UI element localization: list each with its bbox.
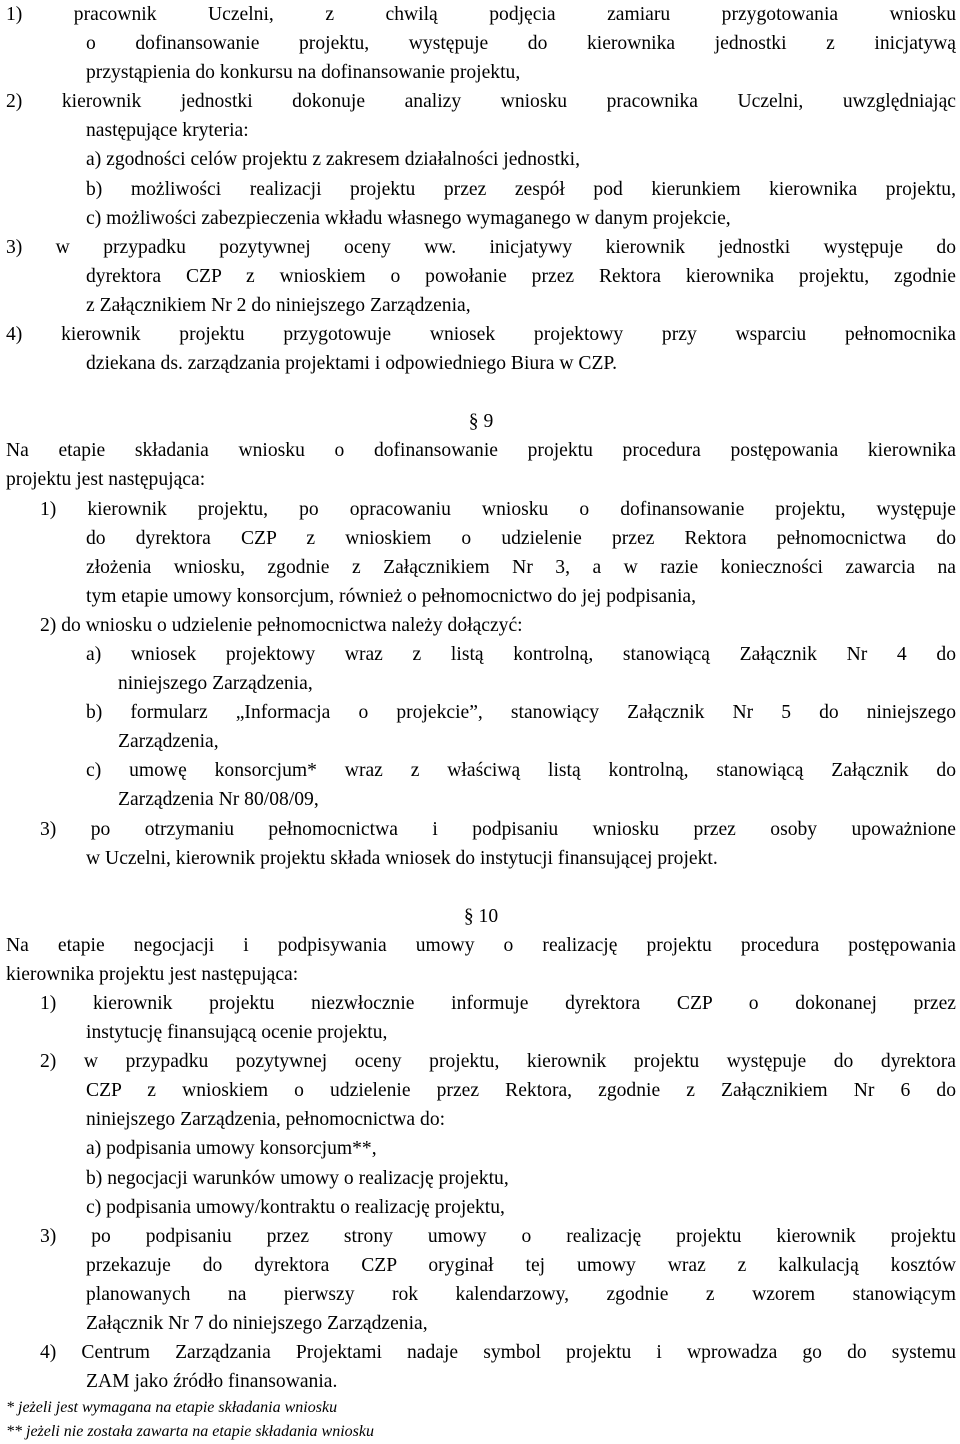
sub-item-c: c) umowę konsorcjum* wraz z właściwą listą kontrolną, stanowiącą Załącznik do: [86, 760, 956, 782]
section-10-title: § 10: [463, 905, 499, 927]
text-line: CZP z wnioskiem o udzielenie przez Rektora, zgodnie z Załącznikiem Nr 6 do: [86, 1080, 956, 1102]
text-line: 2) kierownik jednostki dokonuje analizy wniosku pracownika Uczelni, uwzględniając: [6, 91, 956, 113]
text-line: planowanych na pierwszy rok kalendarzowy, zgodnie z wzorem stanowiącym: [86, 1283, 956, 1305]
list-item-1: [6, 989, 956, 1047]
text-line: 3) po podpisaniu przez strony umowy o realizację projektu kierownik projektu: [40, 1225, 956, 1247]
footnote-1: * jeżeli jest wymagana na etapie składania wniosku: [6, 1399, 338, 1417]
section-9: [6, 407, 956, 873]
text-line: tym etapie umowy konsorcjum, również o pełnomocnictwo do jej podpisania,: [86, 585, 696, 607]
text-line: o dofinansowanie projektu, występuje do kierownika jednostki z inicjatywą: [86, 33, 956, 55]
list-item-3: [6, 233, 956, 320]
powers-sublist: [6, 1134, 956, 1221]
text-line: niniejszego Zarządzenia, pełnomocnictwa do:: [86, 1109, 446, 1131]
intro-line: projektu jest następująca:: [6, 469, 206, 491]
sub-item-b: b) negocjacji warunków umowy o realizację projektu,: [86, 1167, 509, 1189]
list-item-2: [6, 611, 956, 640]
footnotes: [6, 1396, 956, 1444]
text-line: 1) kierownik projektu, po opracowaniu wniosku o dofinansowanie projektu, występuje: [40, 498, 956, 520]
text-line: 3) po otrzymaniu pełnomocnictwa i podpisaniu wniosku przez osoby upoważnione: [40, 818, 956, 840]
list-item-2: [6, 87, 956, 145]
text-line: przekazuje do dyrektora CZP oryginał tej umowy wraz z kalkulacją kosztów: [86, 1254, 956, 1276]
text-line: z Załącznikiem Nr 2 do niniejszego Zarządzenia,: [86, 294, 471, 316]
sub-item-c-cont: Zarządzenia Nr 80/08/09,: [118, 789, 319, 811]
list-item-1: [6, 0, 956, 87]
sub-item-b: b) możliwości realizacji projektu przez zespół pod kierunkiem kierownika projektu,: [86, 178, 956, 200]
text-line: następujące kryteria:: [86, 120, 249, 142]
section-8-list: [6, 0, 956, 378]
footnote-2: ** jeżeli nie została zawarta na etapie składania wniosku: [6, 1423, 374, 1441]
text-line: w Uczelni, kierownik projektu składa wniosek do instytucji finansującej projekt.: [86, 847, 718, 869]
spacer: [6, 873, 956, 902]
list-item-4: [6, 320, 956, 378]
intro-line: Na etapie składania wniosku o dofinansowanie projektu procedura postępowania kierownika: [6, 440, 956, 462]
spacer: [6, 378, 956, 407]
text-line: złożenia wniosku, zgodnie z Załącznikiem Nr 3, a w razie konieczności zawarcia na: [86, 556, 956, 578]
section-9-title: § 9: [468, 411, 494, 433]
intro-line: kierownika projektu jest następująca:: [6, 963, 299, 985]
text-line: dziekana ds. zarządzania projektami i odpowiedniego Biura w CZP.: [86, 353, 618, 375]
text-line: dyrektora CZP z wnioskiem o powołanie przez Rektora kierownika projektu, zgodnie: [86, 265, 956, 287]
text-line: 1) kierownik projektu niezwłocznie informuje dyrektora CZP o dokonanej przez: [40, 993, 956, 1014]
sub-item-c: c) podpisania umowy/kontraktu o realizację projektu,: [86, 1196, 505, 1218]
sub-item-a: a) wniosek projektowy wraz z listą kontrolną, stanowiącą Załącznik Nr 4 do: [86, 643, 956, 665]
list-item-3: [6, 1222, 956, 1338]
sub-item-a: a) zgodności celów projektu z zakresem działalności jednostki,: [86, 149, 581, 171]
text-line: do dyrektora CZP z wnioskiem o udzielenie przez Rektora pełnomocnictwa do: [86, 527, 956, 549]
section-10: [6, 902, 956, 1397]
list-item-1: [6, 495, 956, 611]
text-line: 1) pracownik Uczelni, z chwilą podjęcia zamiaru przygotowania wniosku: [6, 4, 956, 25]
text-line: Załącznik Nr 7 do niniejszego Zarządzenia,: [86, 1313, 428, 1335]
list-item-4: [6, 1338, 956, 1396]
intro-line: Na etapie negocjacji i podpisywania umowy o realizację projektu procedura postępowania: [6, 934, 956, 956]
sub-item-b-cont: Zarządzenia,: [118, 731, 219, 753]
text-line: 2) do wniosku o udzielenie pełnomocnictwa należy dołączyć:: [40, 614, 523, 636]
text-line: 2) w przypadku pozytywnej oceny projektu, kierownik projektu występuje do dyrektora: [40, 1051, 956, 1073]
text-line: 4) kierownik projektu przygotowuje wniosek projektowy przy wsparciu pełnomocnika: [6, 324, 956, 346]
text-line: przystąpienia do konkursu na dofinansowanie projektu,: [86, 62, 521, 84]
attachments-sublist: [6, 640, 956, 815]
text-line: 4) Centrum Zarządzania Projektami nadaje symbol projektu i wprowadza go do systemu: [40, 1342, 956, 1364]
criteria-sublist: [6, 145, 956, 232]
list-item-3: [6, 815, 956, 873]
sub-item-c: c) możliwości zabezpieczenia wkładu własnego wymaganego w danym projekcie,: [86, 207, 731, 229]
sub-item-b: b) formularz „Informacja o projekcie”, stanowiący Załącznik Nr 5 do niniejszego: [86, 702, 956, 724]
text-line: ZAM jako źródło finansowania.: [86, 1371, 338, 1393]
sub-item-a: a) podpisania umowy konsorcjum**,: [86, 1138, 377, 1160]
list-item-2: [6, 1047, 956, 1134]
sub-item-a-cont: niniejszego Zarządzenia,: [118, 673, 313, 695]
text-line: instytucję finansującą ocenie projektu,: [86, 1022, 388, 1044]
text-line: 3) w przypadku pozytywnej oceny ww. inicjatywy kierownik jednostki występuje do: [6, 236, 956, 258]
